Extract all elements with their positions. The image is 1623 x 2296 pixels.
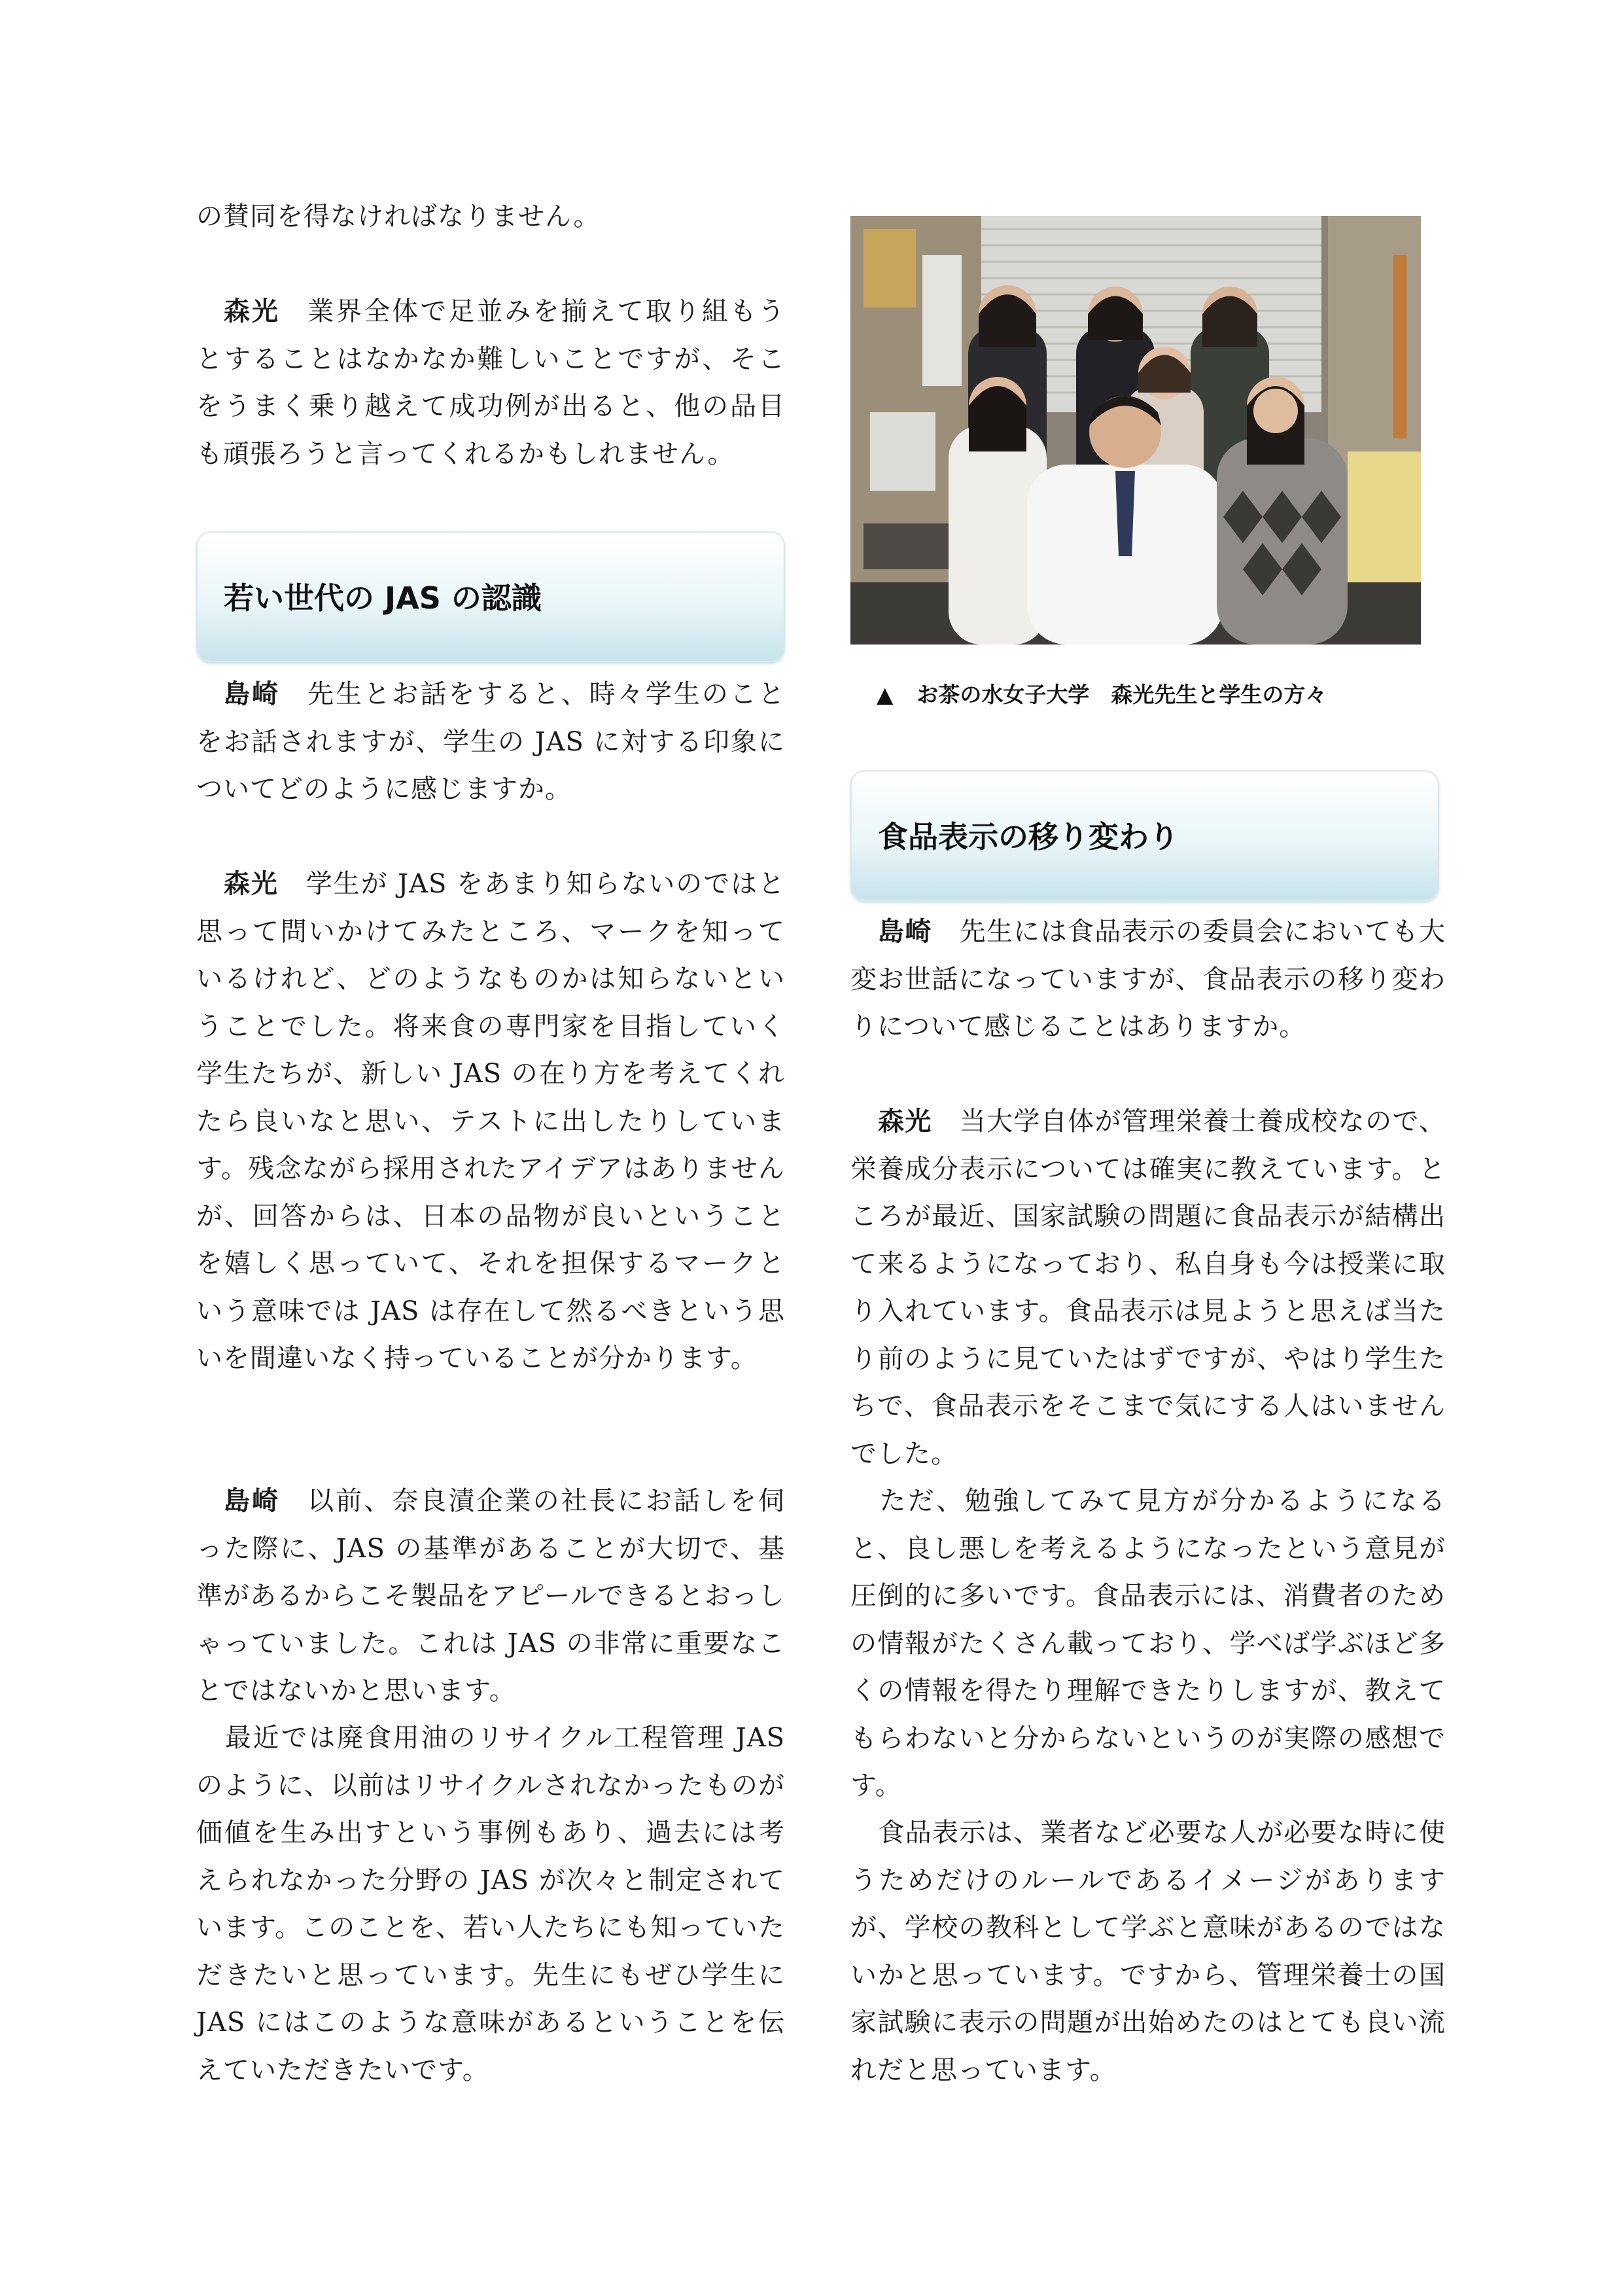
paragraph-continuation-4 xyxy=(850,1809,1446,2094)
paragraph-text: 当大学自体が管理栄養士養成校なので、栄養成分表示については確実に教えています。ところが最近、国家試験の問題に食品表示が結構出て来るようになっており、私自身も今は授業に取り入れています。食品表示は見ようと思えば当たり前のように見ていたはずですが、やはり学生たちで、食品表示をそこまで気にする人はいませんでした。 xyxy=(850,1106,1446,1469)
paragraph-text: 以前、奈良漬企業の社長にお話しを伺った際に、JAS の基準があることが大切で、基準があるからこそ製品をアピールできるとおっしゃっていました。これは JAS の非常に重要なことではないかと思います。 xyxy=(196,1486,786,1706)
paragraph-text: 先生とお話をすると、時々学生のことをお話されますが、学生の JAS に対する印象についてどのように感じますか。 xyxy=(196,679,786,804)
speaker-name: 島崎 xyxy=(224,1486,281,1516)
paragraph-morimitsu-2 xyxy=(196,860,785,1383)
section-heading-box xyxy=(850,770,1439,901)
section-heading: 食品表示の移り変わり xyxy=(878,819,1179,855)
caption-triangle-icon: ▲ xyxy=(877,682,894,707)
paragraph-shimazaki-3 xyxy=(850,908,1446,1051)
group-photo xyxy=(850,216,1421,645)
paragraph-text: の賛同を得なければなりません。 xyxy=(196,202,601,232)
photo-caption xyxy=(877,678,1327,709)
speaker-name: 島崎 xyxy=(878,917,932,947)
speaker-name: 森光 xyxy=(878,1106,932,1137)
paragraph-text: 食品表示は、業者など必要な人が必要な時に使うためだけのルールであるイメージがありますが、学校の教科として学ぶと意味があるのではないかと思っています。ですから、管理栄養士の国家試験に表示の問題が出始めたのはとても良い流れだと思っています。 xyxy=(850,1818,1446,2085)
paragraph-continuation xyxy=(196,193,785,241)
paragraph-text: 業界全体で足並みを揃えて取り組もうとすることはなかなか難しいことですが、そこをうまく乗り越えて成功例が出ると、他の品目も頑張ろうと言ってくれるかもしれません。 xyxy=(196,296,786,469)
paragraph-continuation-3 xyxy=(850,1477,1446,1810)
paragraph-morimitsu-3 xyxy=(850,1098,1446,1477)
paragraph-continuation-2 xyxy=(196,1714,785,2094)
speaker-name: 森光 xyxy=(224,296,281,327)
section-heading-box xyxy=(196,531,785,662)
section-heading: 若い世代の JAS の認識 xyxy=(224,580,542,616)
paragraph-text: 先生には食品表示の委員会においても大変お世話になっていますが、食品表示の移り変わりについて感じることはありますか。 xyxy=(850,917,1446,1042)
speaker-name: 島崎 xyxy=(224,679,281,709)
paragraph-text: ただ、勉強してみて見方が分かるようになると、良し悪しを考えるようになったという意見が圧倒的に多いです。食品表示には、消費者のための情報がたくさん載っており、学べば学ぶほど多くの情報を得たり理解できたりしますが、教えてもらわないと分からないというのが実際の感想です。 xyxy=(850,1486,1446,1801)
paragraph-shimazaki-1 xyxy=(196,671,785,813)
paragraph-shimazaki-2 xyxy=(196,1477,785,1715)
paragraph-text: 学生が JAS をあまり知らないのではと思って問いかけてみたところ、マークを知っているけれど、どのようなものかは知らないということでした。将来食の専門家を目指していく学生たちが、新しい JAS の在り方を考えてくれたら良いなと思い、テストに出したりしています。残念ながら採用されたアイデアはありませんが、回答からは、日本の品物が良いということを嬉しく思っていて、それを担保するマークという意味では JAS は存在して然るべきという思いを間違いなく持っていることが分かります。 xyxy=(196,869,785,1373)
group-photo-illustration xyxy=(850,216,1421,645)
caption-text: お茶の水女子大学 森光先生と学生の方々 xyxy=(916,682,1327,707)
speaker-name: 森光 xyxy=(224,869,279,899)
paragraph-text: 最近では廃食用油のリサイクル工程管理 JAS のように、以前はリサイクルされなかったものが価値を生み出すという事例もあり、過去には考えられなかった分野の JAS が次々と制定されています。このことを、若い人たちにも知っていただきたいと思っています。先生にもぜひ学生に JAS にはこのような意味があるということを伝えていただきたいです。 xyxy=(196,1723,785,2085)
paragraph-morimitsu-1 xyxy=(196,288,785,478)
